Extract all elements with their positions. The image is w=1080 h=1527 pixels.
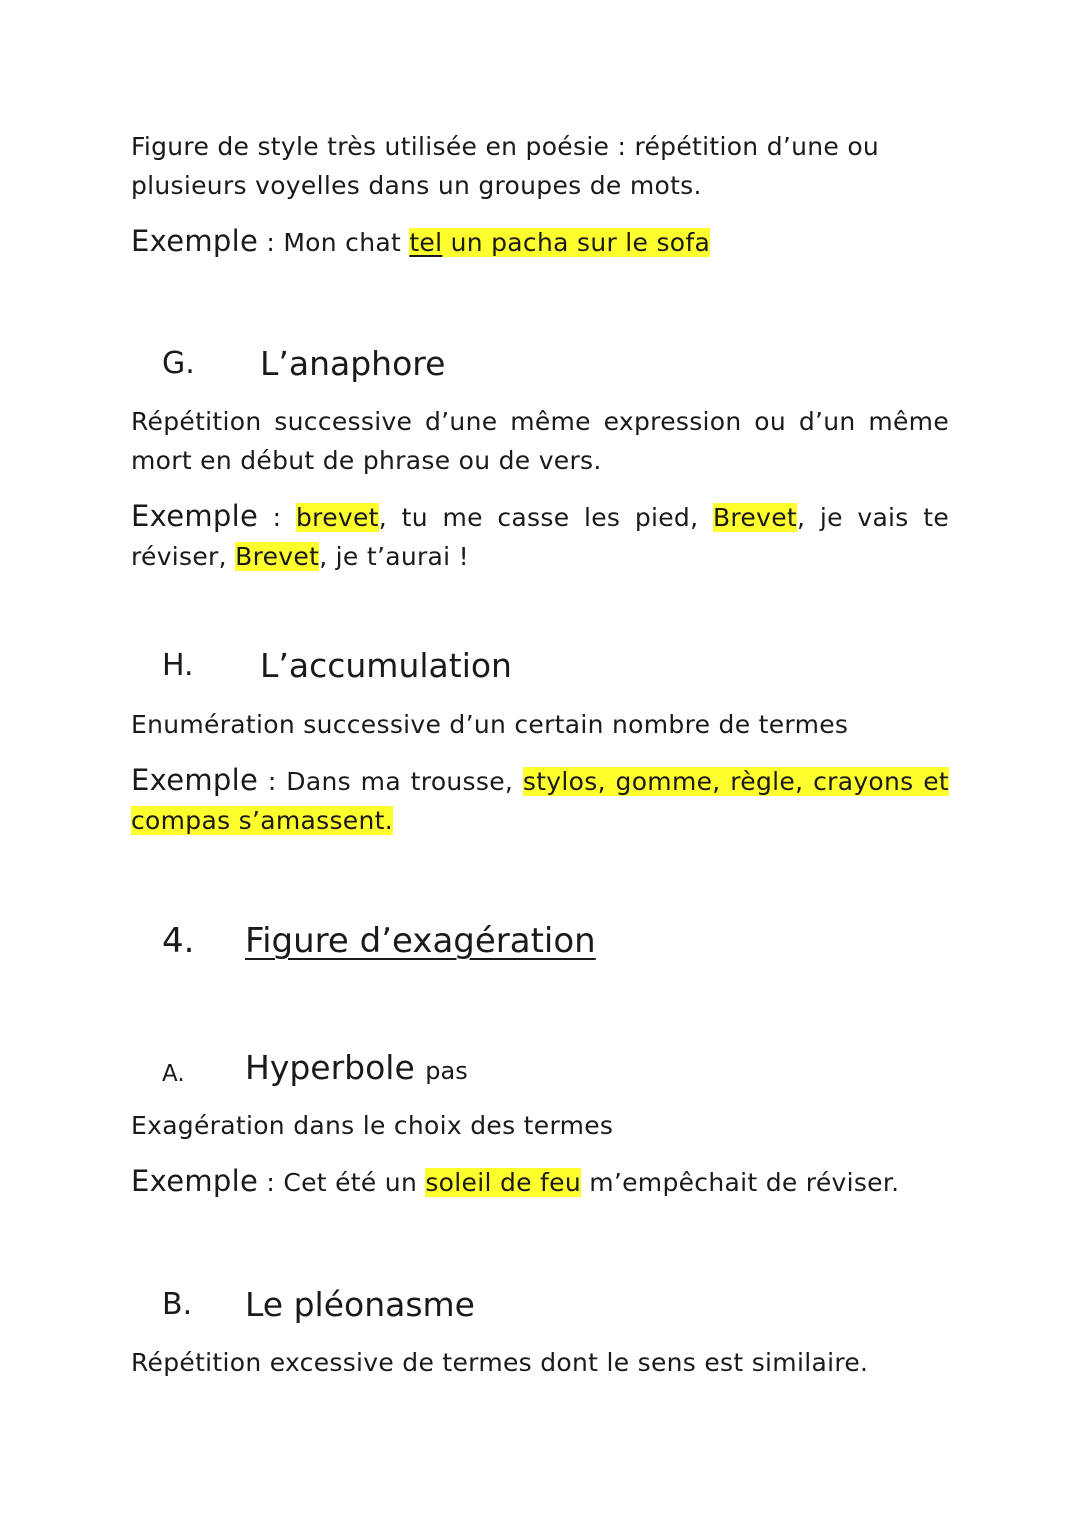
highlighted-text: brevet xyxy=(296,503,379,532)
assonance-example: Exemple : Mon chat tel un pacha sur le sofa xyxy=(131,224,711,258)
heading-number: G. xyxy=(162,346,195,381)
heading-title: Le pléonasme xyxy=(245,1285,475,1324)
handwritten-note: pas xyxy=(425,1057,468,1085)
heading-number: B. xyxy=(162,1287,193,1322)
highlighted-text: stylos, gomme, règle, crayons et compas s’amassent. xyxy=(131,767,949,835)
heading-title: L’anaphore xyxy=(260,344,446,383)
hyperbole-definition: Exagération dans le choix des termes xyxy=(131,1111,614,1140)
heading-number: H. xyxy=(162,648,194,683)
anaphore-example: Exemple : brevet, tu me casse les pied, Brevet, je vais te réviser, Brevet, je t’aurai ! xyxy=(131,499,950,571)
example-label: Exemple xyxy=(131,763,259,797)
anaphore-definition: Répétition successive d’une même expression ou d’un même mort en début de phrase ou de vers. xyxy=(131,407,949,475)
heading-number: A. xyxy=(162,1061,185,1087)
accumulation-example: Exemple : Dans ma trousse, stylos, gomme, règle, crayons et compas s’amassent. xyxy=(131,763,949,835)
section-number: 4. xyxy=(162,921,195,961)
accumulation-definition: Enumération successive d’un certain nombre de termes xyxy=(131,710,849,739)
highlighted-text: tel un pacha sur le sofa xyxy=(409,228,711,257)
hyperbole-example: Exemple : Cet été un soleil de feu m’empêchait de réviser. xyxy=(131,1164,900,1198)
pleonasme-definition: Répétition excessive de termes dont le sens est similaire. xyxy=(131,1348,869,1377)
assonance-definition: Figure de style très utilisée en poésie : répétition d’une ou plusieurs voyelles dans un groupes de mots. xyxy=(131,132,880,200)
example-label: Exemple xyxy=(131,1164,259,1198)
heading-title: Hyperbole xyxy=(245,1048,415,1087)
section-title: Figure d’exagération xyxy=(245,921,596,961)
highlighted-text: soleil de feu xyxy=(425,1168,581,1197)
heading-title: L’accumulation xyxy=(260,646,512,685)
example-label: Exemple xyxy=(131,224,259,258)
highlighted-text: Brevet xyxy=(235,542,320,571)
highlighted-text: Brevet xyxy=(712,503,797,532)
example-label: Exemple xyxy=(131,499,259,533)
